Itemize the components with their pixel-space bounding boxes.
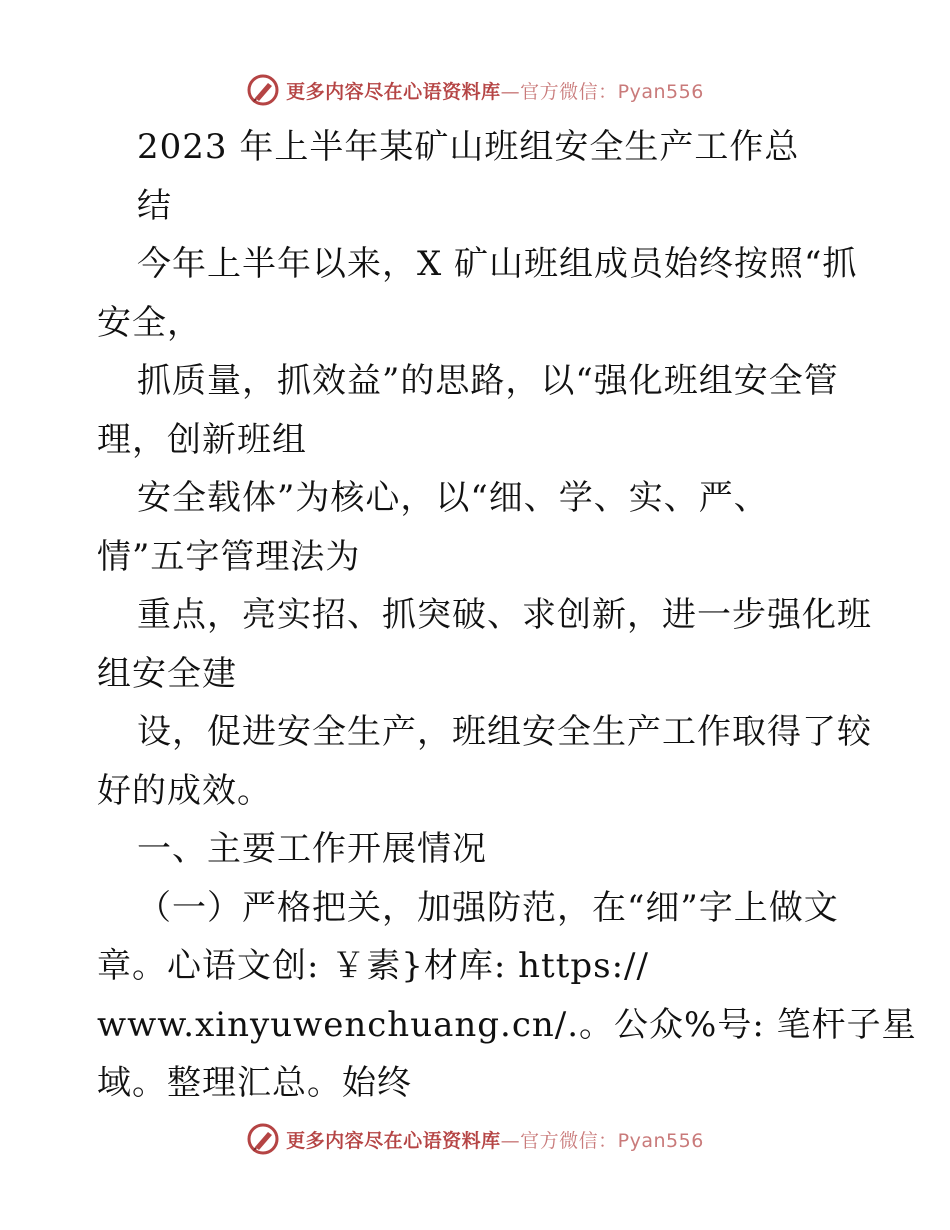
footer-watermark [0,1117,950,1161]
text-line: 安全载体”为核心，以“细、学、实、严、 [137,478,769,518]
header-watermark [0,68,950,112]
text-line: 好的成效。 [97,770,272,811]
text-line: 设，促进安全生产，班组安全生产工作取得了较 [137,712,872,752]
text-line: 域。整理汇总。始终 [97,1063,412,1103]
text-line: 组安全建 [97,653,237,694]
watermark-contact: —官方微信：Pyan556 [500,80,704,103]
document-body [97,118,917,1113]
text-line: 情”五字管理法为 [97,536,361,577]
text-line: www.xinyuwenchuang.cn/.。公众%号: 笔杆子星 [97,1004,917,1045]
text-line: 结 [137,185,172,226]
text-line: 安全， [97,302,202,343]
watermark-brand: 更多内容尽在心语资料库 [286,80,501,103]
text-line: 2023 年上半年某矿山班组安全生产工作总 [137,127,800,167]
text-line: 今年上半年以来，X 矿山班组成员始终按照“抓 [137,244,858,284]
text-line: 理，创新班组 [97,419,307,460]
text-line: （一）严格把关，加强防范，在“细”字上做文 [137,887,839,928]
watermark-text [286,1126,704,1153]
watermark-brand: 更多内容尽在心语资料库 [286,1129,501,1152]
pen-logo-icon [246,73,280,107]
watermark-text [286,77,704,104]
text-line: 章。心语文创: ￥素}材库: https:// [97,946,649,986]
watermark-contact: —官方微信：Pyan556 [500,1129,704,1152]
text-line: 一、主要工作开展情况 [137,829,487,869]
pen-logo-icon [246,1122,280,1156]
text-line: 重点，亮实招、抓突破、求创新，进一步强化班 [137,595,872,635]
text-line: 抓质量，抓效益”的思路，以“强化班组安全管 [137,361,839,401]
